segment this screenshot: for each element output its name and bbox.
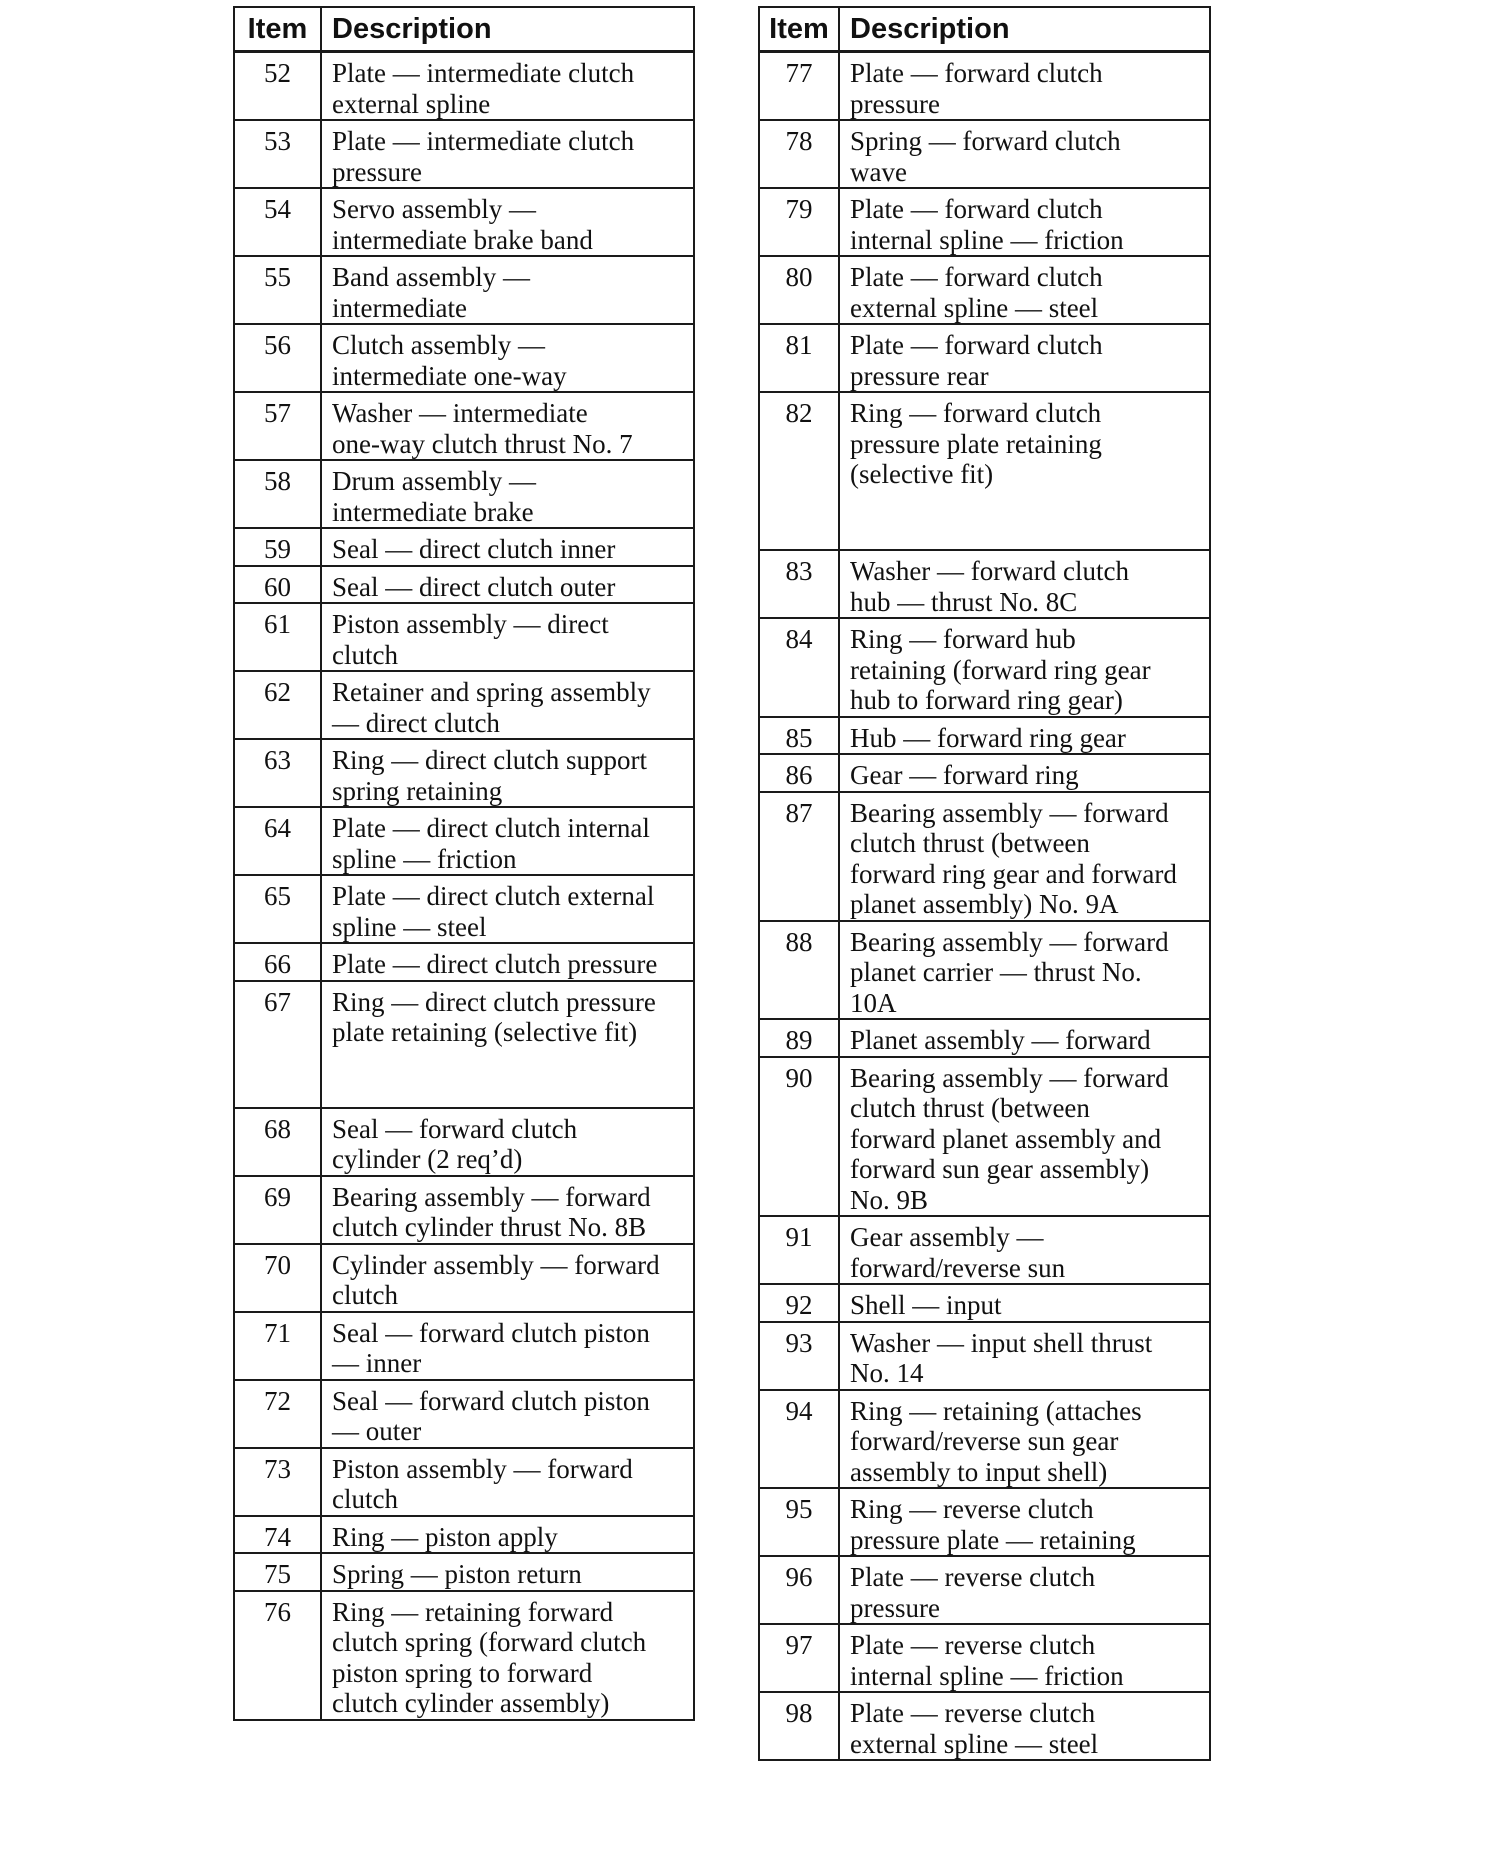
item-description: Hub — forward ring gear	[839, 717, 1210, 755]
item-number: 73	[234, 1448, 321, 1516]
item-number: 74	[234, 1516, 321, 1554]
item-description: Band assembly — intermediate	[321, 256, 694, 324]
table-row	[759, 52, 1210, 121]
table-header-row	[234, 7, 694, 52]
item-description: Spring — piston return	[321, 1553, 694, 1591]
item-description: Ring — reverse clutch pressure plate — retaining	[839, 1488, 1210, 1556]
item-number: 77	[759, 52, 839, 121]
item-number: 91	[759, 1216, 839, 1284]
table-row	[234, 566, 694, 604]
column-header-description: Description	[839, 7, 1210, 52]
item-number: 61	[234, 603, 321, 671]
item-number: 62	[234, 671, 321, 739]
item-description: Plate — direct clutch pressure	[321, 943, 694, 981]
item-number: 90	[759, 1057, 839, 1217]
table-row	[759, 256, 1210, 324]
item-number: 54	[234, 188, 321, 256]
item-description: Ring — retaining (attaches forward/reverse sun gear assembly to input shell)	[839, 1390, 1210, 1489]
table-row	[234, 1380, 694, 1448]
table-row	[759, 792, 1210, 921]
item-number: 97	[759, 1624, 839, 1692]
column-header-description: Description	[321, 7, 694, 52]
item-description: Plate — direct clutch internal spline — friction	[321, 807, 694, 875]
table-row	[234, 324, 694, 392]
table-row	[234, 981, 694, 1108]
item-number: 55	[234, 256, 321, 324]
item-number: 92	[759, 1284, 839, 1322]
item-description: Washer — forward clutch hub — thrust No. 8C	[839, 550, 1210, 618]
item-description: Seal — direct clutch outer	[321, 566, 694, 604]
item-number: 60	[234, 566, 321, 604]
item-description: Plate — forward clutch pressure	[839, 52, 1210, 121]
table-row	[759, 1057, 1210, 1217]
table-row	[234, 392, 694, 460]
item-description: Plate — reverse clutch external spline — steel	[839, 1692, 1210, 1760]
parts-table-left	[233, 6, 695, 1721]
table-row	[234, 739, 694, 807]
table-row	[234, 528, 694, 566]
table-row	[234, 671, 694, 739]
item-number: 85	[759, 717, 839, 755]
item-number: 83	[759, 550, 839, 618]
item-number: 89	[759, 1019, 839, 1057]
item-description: Ring — retaining forward clutch spring (forward clutch piston spring to forward clutch cylinder assembly)	[321, 1591, 694, 1720]
item-number: 84	[759, 618, 839, 717]
table-row	[759, 618, 1210, 717]
table-row	[234, 807, 694, 875]
item-number: 75	[234, 1553, 321, 1591]
table-row	[759, 1284, 1210, 1322]
item-description: Plate — reverse clutch internal spline — friction	[839, 1624, 1210, 1692]
table-row	[234, 256, 694, 324]
item-number: 93	[759, 1322, 839, 1390]
item-description: Retainer and spring assembly — direct clutch	[321, 671, 694, 739]
item-description: Washer — input shell thrust No. 14	[839, 1322, 1210, 1390]
item-number: 66	[234, 943, 321, 981]
item-description: Washer — intermediate one-way clutch thrust No. 7	[321, 392, 694, 460]
item-number: 65	[234, 875, 321, 943]
item-number: 82	[759, 392, 839, 550]
item-description: Bearing assembly — forward clutch thrust (between forward planet assembly and forward sun gear assembly) No. 9B	[839, 1057, 1210, 1217]
item-description: Seal — direct clutch inner	[321, 528, 694, 566]
table-row	[234, 875, 694, 943]
item-number: 78	[759, 120, 839, 188]
table-row	[759, 1556, 1210, 1624]
item-number: 67	[234, 981, 321, 1108]
column-header-item: Item	[234, 7, 321, 52]
item-description: Planet assembly — forward	[839, 1019, 1210, 1057]
item-description: Shell — input	[839, 1284, 1210, 1322]
table-row	[234, 460, 694, 528]
item-description: Ring — piston apply	[321, 1516, 694, 1554]
item-number: 96	[759, 1556, 839, 1624]
table-row	[234, 1553, 694, 1591]
item-number: 80	[759, 256, 839, 324]
table-row	[759, 550, 1210, 618]
table-row	[234, 188, 694, 256]
column-header-item: Item	[759, 7, 839, 52]
item-number: 95	[759, 1488, 839, 1556]
item-number: 98	[759, 1692, 839, 1760]
table-row	[759, 1322, 1210, 1390]
item-description: Seal — forward clutch piston — inner	[321, 1312, 694, 1380]
table-row	[234, 1516, 694, 1554]
table-row	[759, 1692, 1210, 1760]
item-number: 52	[234, 52, 321, 121]
item-description: Piston assembly — direct clutch	[321, 603, 694, 671]
item-description: Plate — forward clutch external spline — steel	[839, 256, 1210, 324]
item-description: Servo assembly — intermediate brake band	[321, 188, 694, 256]
item-description: Seal — forward clutch piston — outer	[321, 1380, 694, 1448]
item-number: 70	[234, 1244, 321, 1312]
item-description: Cylinder assembly — forward clutch	[321, 1244, 694, 1312]
item-number: 87	[759, 792, 839, 921]
table-row	[759, 1390, 1210, 1489]
table-row	[759, 120, 1210, 188]
item-description: Gear assembly — forward/reverse sun	[839, 1216, 1210, 1284]
table-row	[759, 1019, 1210, 1057]
item-number: 68	[234, 1108, 321, 1176]
table-header-row	[759, 7, 1210, 52]
table-row	[759, 921, 1210, 1020]
table-row	[234, 120, 694, 188]
table-row	[234, 1176, 694, 1244]
table-row	[759, 188, 1210, 256]
item-description: Gear — forward ring	[839, 754, 1210, 792]
item-description: Ring — forward clutch pressure plate retaining (selective fit)	[839, 392, 1210, 550]
item-description: Bearing assembly — forward clutch thrust (between forward ring gear and forward planet assembly) No. 9A	[839, 792, 1210, 921]
item-description: Plate — intermediate clutch pressure	[321, 120, 694, 188]
table-body	[759, 52, 1210, 1761]
table-row	[234, 943, 694, 981]
table-body	[234, 52, 694, 1720]
table-row	[759, 1624, 1210, 1692]
item-description: Ring — direct clutch support spring retaining	[321, 739, 694, 807]
item-description: Spring — forward clutch wave	[839, 120, 1210, 188]
item-description: Seal — forward clutch cylinder (2 req’d)	[321, 1108, 694, 1176]
table-row	[759, 324, 1210, 392]
item-number: 64	[234, 807, 321, 875]
item-description: Bearing assembly — forward clutch cylinder thrust No. 8B	[321, 1176, 694, 1244]
item-description: Bearing assembly — forward planet carrier — thrust No. 10A	[839, 921, 1210, 1020]
item-description: Plate — forward clutch internal spline — friction	[839, 188, 1210, 256]
item-number: 81	[759, 324, 839, 392]
item-number: 58	[234, 460, 321, 528]
table-row	[759, 392, 1210, 550]
table-row	[759, 1488, 1210, 1556]
item-description: Plate — reverse clutch pressure	[839, 1556, 1210, 1624]
item-number: 71	[234, 1312, 321, 1380]
table-row	[234, 1591, 694, 1720]
item-number: 79	[759, 188, 839, 256]
item-description: Piston assembly — forward clutch	[321, 1448, 694, 1516]
item-description: Drum assembly — intermediate brake	[321, 460, 694, 528]
parts-table-right	[758, 6, 1211, 1761]
item-number: 59	[234, 528, 321, 566]
item-number: 56	[234, 324, 321, 392]
item-number: 72	[234, 1380, 321, 1448]
item-description: Ring — direct clutch pressure plate retaining (selective fit)	[321, 981, 694, 1108]
table-row	[234, 52, 694, 121]
item-description: Plate — direct clutch external spline — steel	[321, 875, 694, 943]
table-row	[759, 1216, 1210, 1284]
table-row	[234, 1244, 694, 1312]
table-row	[234, 603, 694, 671]
item-description: Ring — forward hub retaining (forward ring gear hub to forward ring gear)	[839, 618, 1210, 717]
item-number: 94	[759, 1390, 839, 1489]
item-description: Plate — intermediate clutch external spline	[321, 52, 694, 121]
table-row	[234, 1108, 694, 1176]
table-row	[234, 1312, 694, 1380]
table-row	[759, 754, 1210, 792]
item-number: 76	[234, 1591, 321, 1720]
item-number: 86	[759, 754, 839, 792]
item-number: 53	[234, 120, 321, 188]
item-description: Clutch assembly — intermediate one-way	[321, 324, 694, 392]
item-number: 63	[234, 739, 321, 807]
item-number: 57	[234, 392, 321, 460]
item-number: 88	[759, 921, 839, 1020]
item-description: Plate — forward clutch pressure rear	[839, 324, 1210, 392]
table-row	[234, 1448, 694, 1516]
item-number: 69	[234, 1176, 321, 1244]
table-row	[759, 717, 1210, 755]
